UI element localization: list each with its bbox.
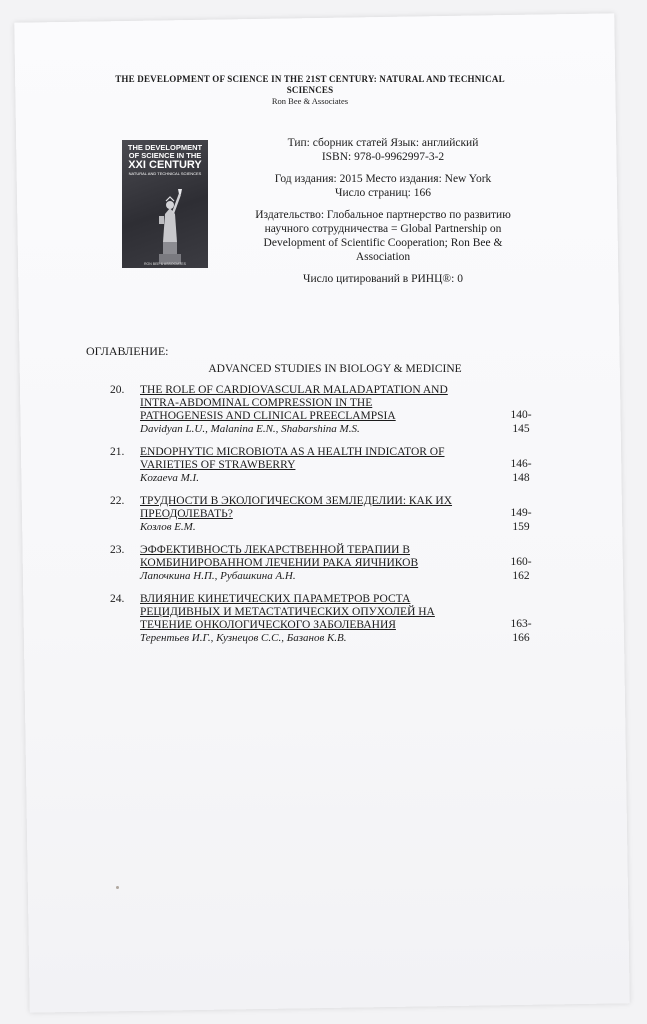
toc-entry-title-link[interactable]: VARIETIES OF STRAWBERRY — [140, 459, 296, 471]
cover-publisher: RON BEE & ASSOCIATES — [144, 262, 186, 266]
toc-entry-title-link[interactable]: ЭФФЕКТИВНОСТЬ ЛЕКАРСТВЕННОЙ ТЕРАПИИ В — [140, 544, 410, 556]
toc-entry-pages — [506, 457, 536, 485]
toc-entry-title-link[interactable]: КОМБИНИРОВАННОМ ЛЕЧЕНИИ РАКА ЯИЧНИКОВ — [140, 557, 419, 569]
toc-entry-pages-end: 166 — [512, 632, 530, 644]
toc-entry-pages-start: 163- — [510, 618, 532, 630]
toc-entry-title-link[interactable]: ТРУДНОСТИ В ЭКОЛОГИЧЕСКОМ ЗЕМЛЕДЕЛИИ: КАК ИХ — [140, 495, 453, 507]
toc-entry-body — [140, 495, 482, 534]
book-publisher: Ron Bee & Associates — [271, 96, 349, 106]
toc-entry-title-link[interactable]: ПРЕОДОЛЕВАТЬ? — [140, 508, 233, 520]
toc-entry-pages — [506, 408, 536, 436]
meta-publisher-line-4: Association — [355, 251, 411, 263]
book-title-line-2: SCIENCES — [286, 85, 334, 95]
paper-speck — [116, 886, 119, 889]
table-of-contents — [110, 384, 550, 655]
meta-isbn: ISBN: 978-0-9962997-3-2 — [321, 151, 445, 163]
toc-entry-body — [140, 593, 482, 645]
cover-title — [126, 144, 204, 176]
toc-entry-number: 23. — [110, 544, 125, 556]
toc-entry[interactable] — [110, 593, 550, 645]
toc-entry-title-link[interactable]: ТЕЧЕНИЕ ОНКОЛОГИЧЕСКОГО ЗАБОЛЕВАНИЯ — [140, 619, 396, 631]
meta-year-place: Год издания: 2015 Место издания: New York — [274, 173, 492, 185]
meta-type-language: Тип: сборник статей Язык: английский — [287, 137, 479, 149]
toc-entry-number: 20. — [110, 384, 125, 396]
toc-entry-pages-start: 146- — [510, 458, 532, 470]
toc-entry-pages — [506, 506, 536, 534]
toc-entry-body — [140, 544, 482, 583]
book-title-line-1: THE DEVELOPMENT OF SCIENCE IN THE 21ST CENTURY: NATURAL AND TECHNICAL — [115, 74, 505, 84]
toc-entry-authors: Козлов Е.М. — [140, 521, 196, 533]
toc-entry-authors: Davidyan L.U., Malanina E.N., Shabarshina M.S. — [140, 423, 360, 435]
toc-entry-number: 24. — [110, 593, 125, 605]
toc-entry-pages-end: 145 — [512, 423, 530, 435]
book-header — [75, 74, 545, 107]
meta-publisher-line-3: Development of Scientific Cooperation; Ron Bee & — [263, 237, 503, 249]
toc-entry-pages-end: 148 — [512, 472, 530, 484]
toc-entry-pages-start: 160- — [510, 556, 532, 568]
toc-entry-title-link[interactable]: ENDOPHYTIC MICROBIOTA AS A HEALTH INDICATOR OF — [140, 446, 445, 458]
toc-entry[interactable] — [110, 495, 550, 534]
toc-entry[interactable] — [110, 544, 550, 583]
toc-entry-authors: Терентьев И.Г., Кузнецов С.С., Базанов К.В. — [140, 632, 347, 644]
cover-title-line-2: OF SCIENCE IN THE — [128, 151, 202, 160]
toc-entry-authors: Kozaeva M.I. — [140, 472, 199, 484]
toc-entry-pages-start: 149- — [510, 507, 532, 519]
toc-entry-title-link[interactable]: РЕЦИДИВНЫХ И МЕТАСТАТИЧЕСКИХ ОПУХОЛЕЙ НА — [140, 606, 435, 618]
toc-entry[interactable] — [110, 384, 550, 436]
toc-entry-title-link[interactable]: PATHOGENESIS AND CLINICAL PREECLAMPSIA — [140, 410, 396, 422]
toc-entry-number: 22. — [110, 495, 125, 507]
toc-entry-title-link[interactable]: THE ROLE OF CARDIOVASCULAR MALADAPTATION AND — [140, 384, 448, 396]
book-metadata — [228, 136, 538, 286]
meta-publisher-line-2: научного сотрудничества = Global Partnership on — [264, 223, 502, 235]
toc-entry-title-link[interactable]: INTRA-ABDOMINAL COMPRESSION IN THE — [140, 397, 373, 409]
cover-title-line-1: THE DEVELOPMENT — [127, 143, 203, 152]
cover-title-line-3: XXI CENTURY — [128, 159, 202, 171]
toc-entry-pages-start: 140- — [510, 409, 532, 421]
meta-publisher-line-1: Издательство: Глобальное партнерство по развитию — [255, 209, 511, 221]
statue-of-liberty-icon — [144, 186, 194, 264]
toc-entry-pages — [506, 555, 536, 583]
toc-entry-body — [140, 384, 482, 436]
toc-heading: ОГЛАВЛЕНИЕ: — [86, 344, 169, 358]
toc-entry-number: 21. — [110, 446, 125, 458]
toc-entry-title-link[interactable]: ВЛИЯНИЕ КИНЕТИЧЕСКИХ ПАРАМЕТРОВ РОСТА — [140, 593, 411, 605]
toc-entry-pages — [506, 617, 536, 645]
section-heading: ADVANCED STUDIES IN BIOLOGY & MEDICINE — [208, 363, 462, 375]
meta-citations: Число цитирований в РИНЦ®: 0 — [303, 273, 463, 285]
toc-entry-body — [140, 446, 482, 485]
cover-title-line-4: NATURAL AND TECHNICAL SCIENCES — [128, 171, 202, 176]
toc-entry-pages-end: 159 — [512, 521, 530, 533]
book-cover-image — [122, 140, 208, 268]
meta-pages: Число страниц: 166 — [334, 187, 431, 199]
toc-entry-authors: Лапочкина Н.П., Рубашкина А.Н. — [140, 570, 296, 582]
toc-entry[interactable] — [110, 446, 550, 485]
toc-entry-pages-end: 162 — [512, 570, 530, 582]
